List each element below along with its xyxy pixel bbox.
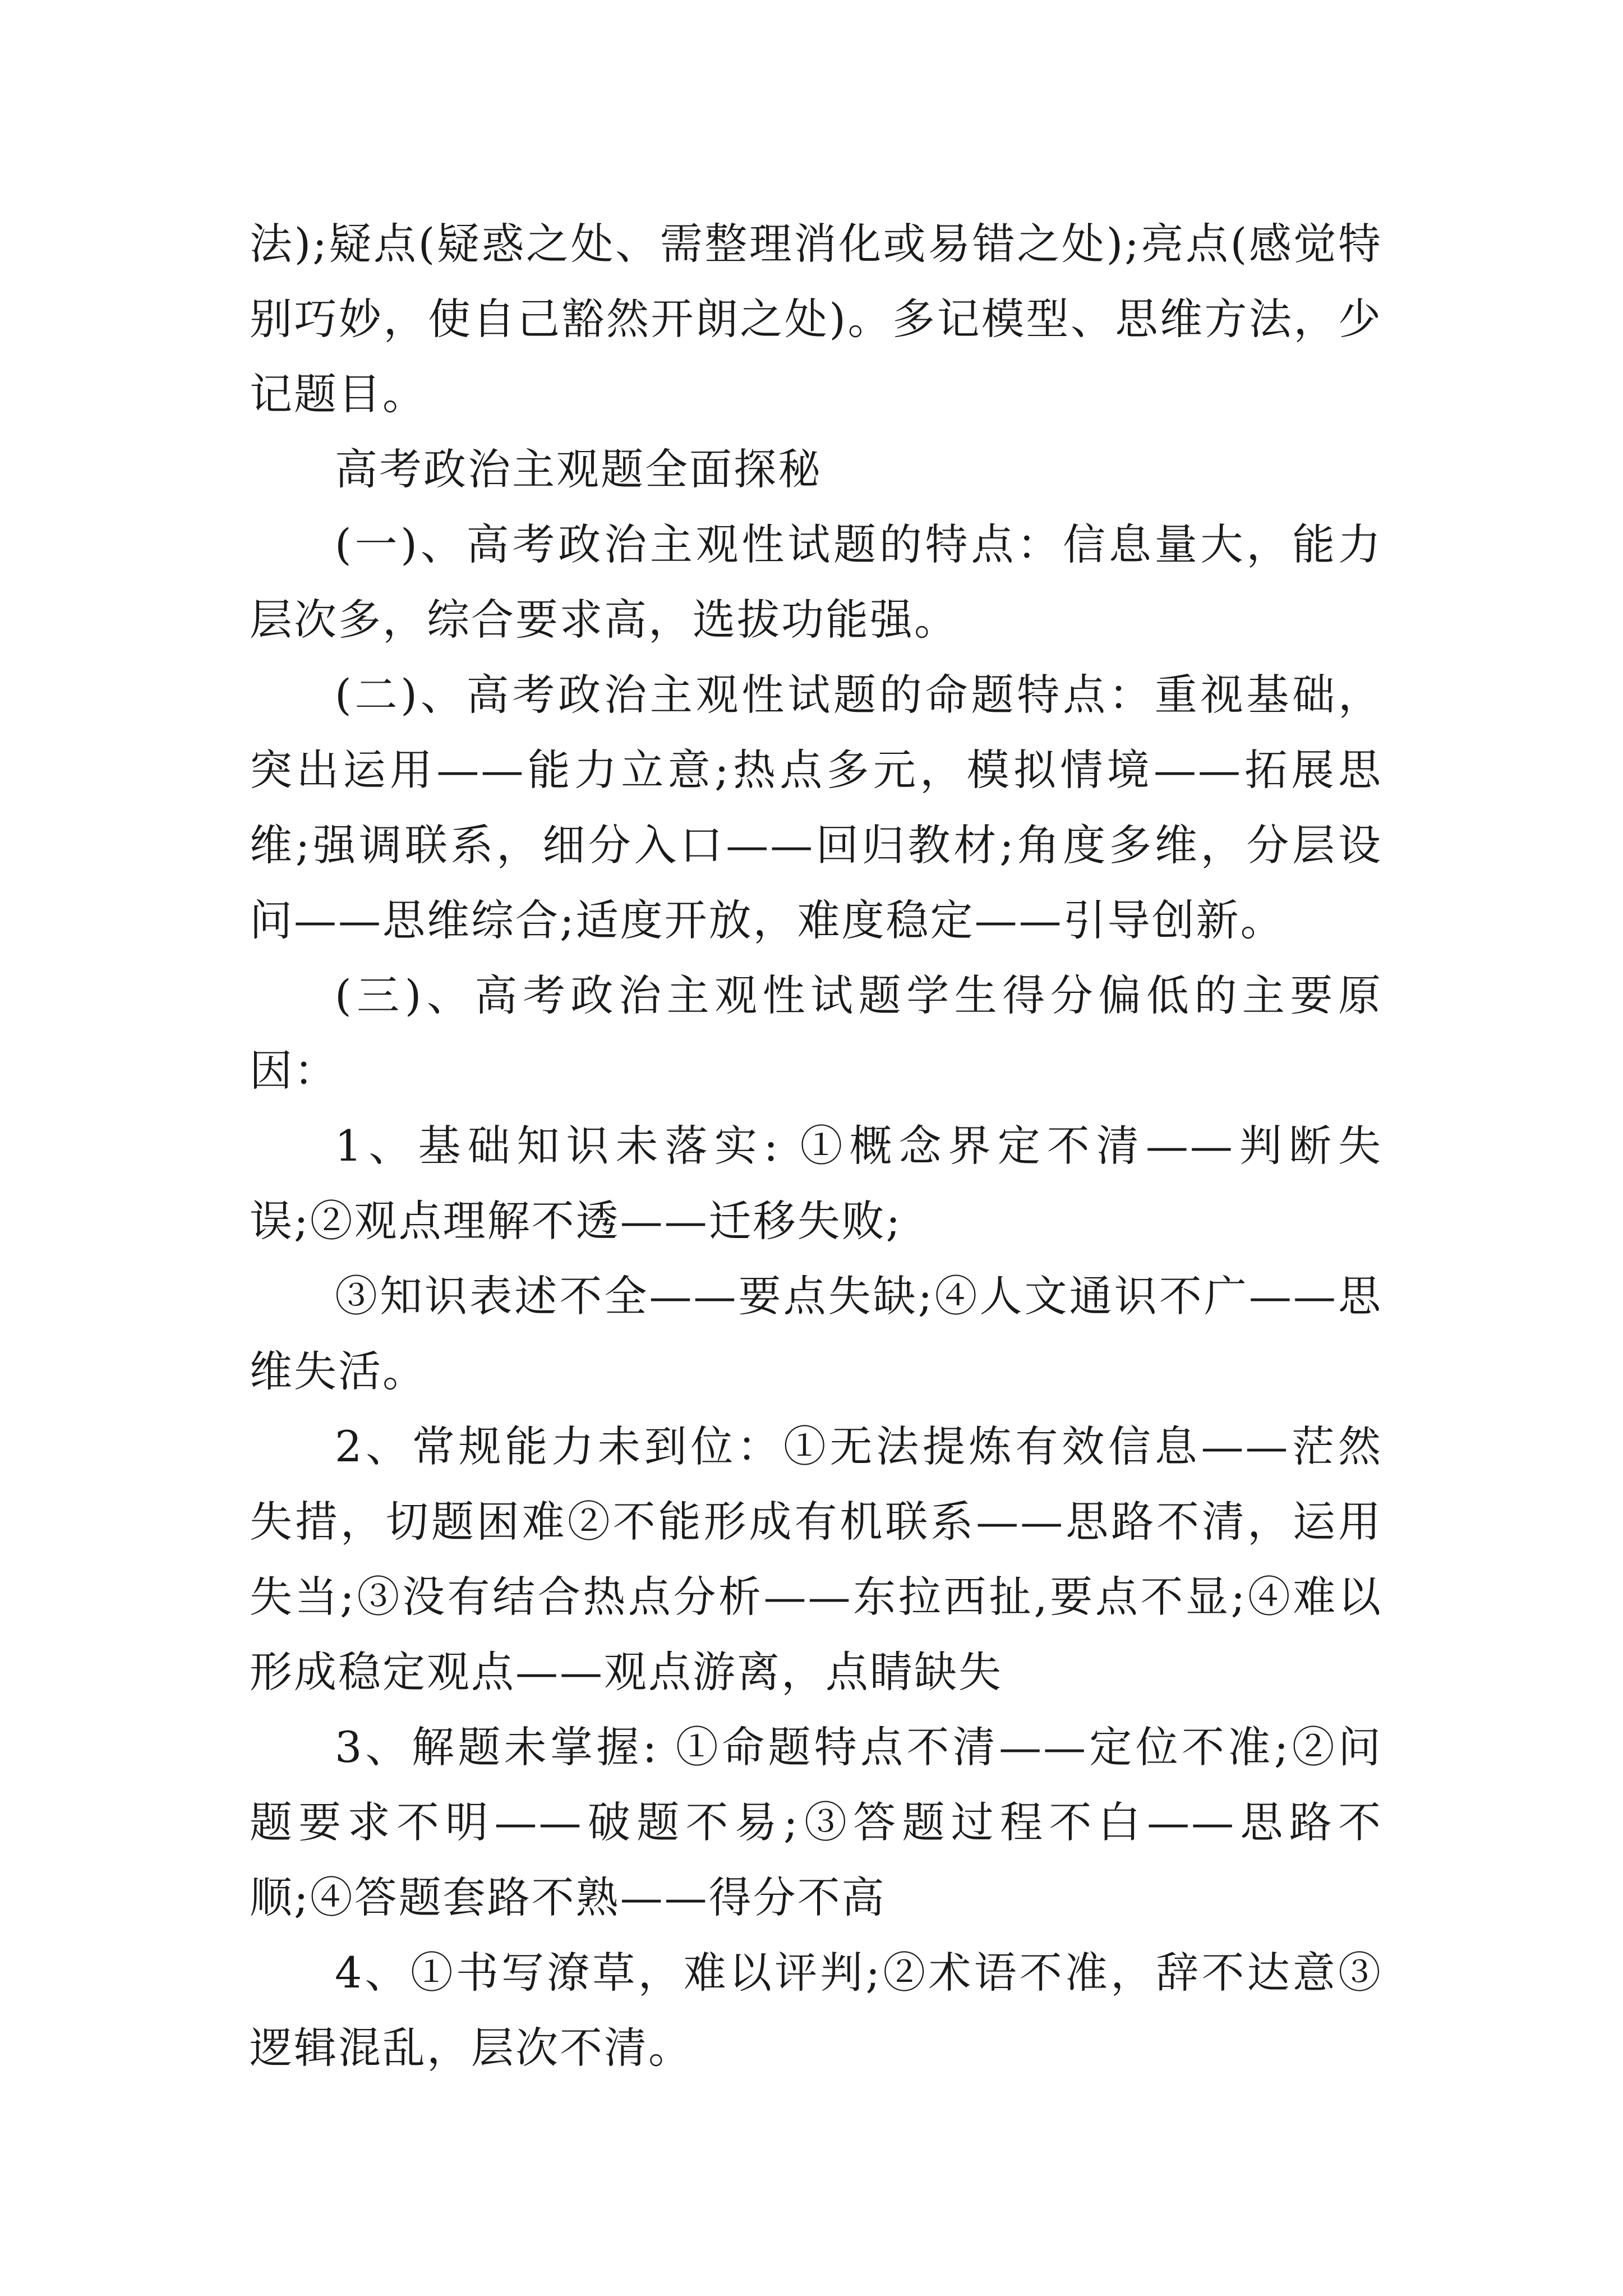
paragraph-reason-2: 2、常规能力未到位：①无法提炼有效信息——茫然失措，切题困难②不能形成有机联系——思路不清，运用失当;③没有结合热点分析——东拉西扯,要点不显;④难以形成稳定观点——观点游离，点睛缺失 <box>250 1421 1382 1697</box>
document-body <box>250 206 1382 2086</box>
paragraph-reason-3: 3、解题未掌握: ①命题特点不清——定位不准;②问题要求不明——破题不易;③答题过程不白——思路不顺;④答题套路不熟——得分不高 <box>250 1722 1382 1922</box>
paragraph-continued-notes: 法);疑点(疑惑之处、需整理消化或易错之处);亮点(感觉特别巧妙，使自己豁然开朗之处)。多记模型、思维方法，少记题目。 <box>250 219 1382 419</box>
paragraph-proposition-features: (二)、高考政治主观性试题的命题特点：重视基础，突出运用——能力立意;热点多元，模拟情境——拓展思维;强调联系，细分入口——回归教材;角度多维，分层设问——思维综合;适度开放，难度稳定——引导创新。 <box>250 670 1382 945</box>
paragraph-reason-4: 4、①书写潦草，难以评判;②术语不准，辞不达意③逻辑混乱，层次不清。 <box>250 1948 1382 2073</box>
paragraph-reason-1-continued: ③知识表述不全——要点失缺;④人文通识不广——思维失活。 <box>250 1271 1382 1396</box>
paragraph-characteristics: (一)、高考政治主观性试题的特点：信息量大，能力层次多，综合要求高，选拔功能强。 <box>250 519 1382 645</box>
paragraph-low-score-reasons-heading: (三)、高考政治主观性试题学生得分偏低的主要原因： <box>250 970 1382 1096</box>
section-heading: 高考政治主观题全面探秘 <box>335 444 822 494</box>
paragraph-reason-1: 1、基础知识未落实: ①概念界定不清——判断失误;②观点理解不透——迁移失败; <box>250 1121 1382 1246</box>
